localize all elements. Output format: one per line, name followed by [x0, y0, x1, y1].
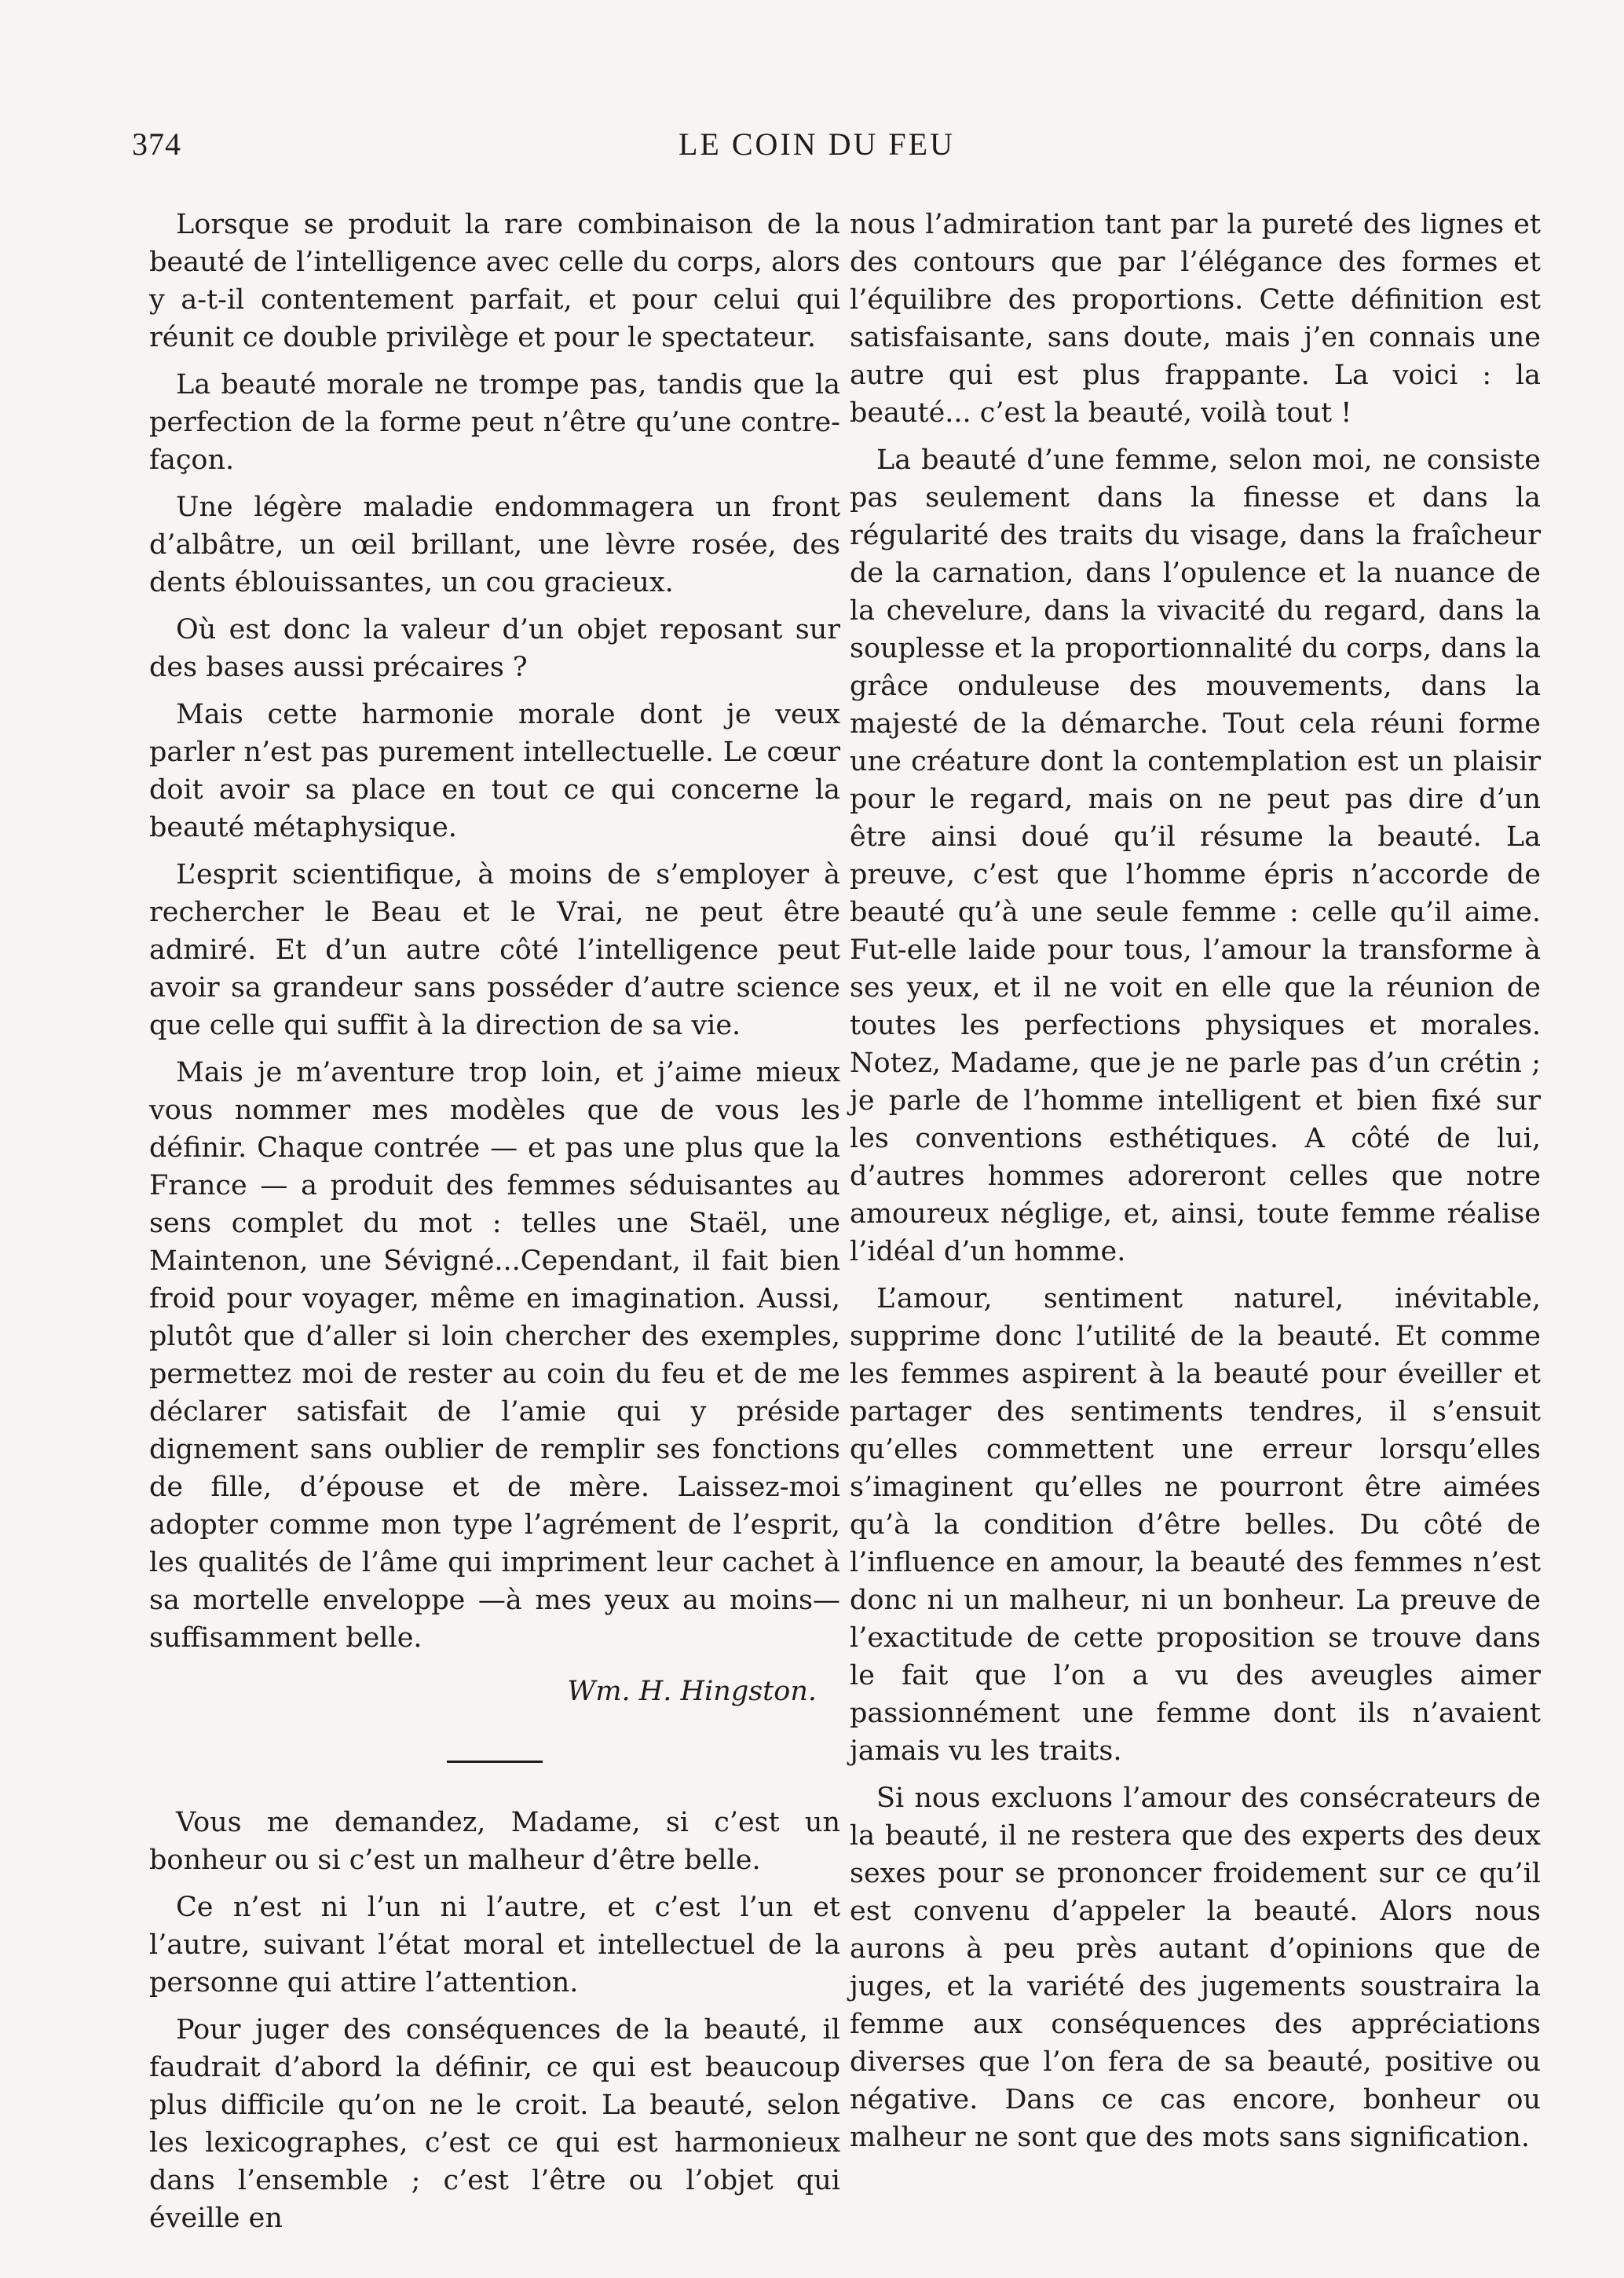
section-divider: [447, 1761, 543, 1763]
second-essay: [149, 1804, 840, 2237]
paragraph: L’amour, sentiment naturel, inévitable, supprime donc l’utilité de la beauté. Et comme les femmes aspirent à la beauté pour éveiller et partager des sentiments tendres, il s’ensuit qu’elles commettent une erreur lorsqu’elles s’imaginent qu’elles ne pourront être aimées qu’à la condition d’être belles. Du côté de l’influence en amour, la beauté des femmes n’est donc ni un malheur, ni un bonheur. La preuve de l’exactitude de cette proposition se trouve dans le fait que l’on a vu des aveugles aimer passionnément une femme dont ils n’avaient jamais vu les traits.: [850, 1283, 1541, 1767]
running-title: LE COIN DU FEU: [678, 126, 955, 162]
paragraph: Pour juger des conséquences de la beauté, il faudrait d’abord la définir, ce qui est beaucoup plus difficile qu’on ne le croit. La beauté, selon les lexicographes, c’est ce qui est harmonieux dans l’ensemble ; c’est l’être ou l’objet qui éveille en: [149, 2014, 840, 2234]
paragraph: L’esprit scientifique, à moins de s’employer à rechercher le Beau et le Vrai, ne peut être admiré. Et d’un autre côté l’intelligence peut avoir sa grandeur sans posséder d’autre science que celle qui suffit à la direction de sa vie.: [149, 859, 840, 1041]
paragraph: Mais je m’aventure trop loin, et j’aime mieux vous nommer mes modèles que de vous les définir. Chaque contrée — et pas une plus que la France — a produit des femmes séduisantes au sens complet du mot : telles une Staël, une Maintenon, une Sévigné...Cependant, il fait bien froid pour voyager, même en imagination. Aussi, plutôt que d’aller si loin chercher des exemples, permettez moi de rester au coin du feu et de me déclarer satisfait de l’amie qui y préside dignement sans oublier de remplir ses fonctions de fille, d’épouse et de mère. Laissez-moi adopter comme mon type l’agrément de l’esprit, les qualités de l’âme qui impriment leur cachet à sa mortelle enveloppe —à mes yeux au moins—suffisamment belle.: [149, 1057, 840, 1654]
paragraph: Mais cette harmonie morale dont je veux parler n’est pas purement intellectuelle. Le cœur doit avoir sa place en tout ce qui concerne la beauté métaphysique.: [149, 699, 840, 843]
page-header: [126, 126, 1508, 181]
page-number: 374: [132, 126, 181, 162]
paragraph: nous l’admiration tant par la pureté des lignes et des contours que par l’élégance des formes et l’équilibre des proportions. Cette définition est satisfaisante, sans doute, mais j’en connais une autre qui est plus frappante. La voici : la beauté... c’est la beauté, voilà tout !: [850, 209, 1541, 429]
paragraph: Si nous excluons l’amour des consécrateurs de la beauté, il ne restera que des experts des deux sexes pour se prononcer froidement sur ce qu’il est convenu d’appeler la beauté. Alors nous aurons à peu près autant d’opinions que de juges, et la variété des jugements soustraira la femme aux conséquences des appréciations diverses que l’on fera de sa beauté, positive ou négative. Dans ce cas encore, bonheur ou malheur ne sont que des mots sans signification.: [850, 1783, 1541, 2153]
left-column: [149, 206, 840, 2247]
paragraph: Vous me demandez, Madame, si c’est un bonheur ou si c’est un malheur d’être belle.: [149, 1807, 840, 1876]
right-column: [850, 206, 1541, 2166]
paragraph: Une légère maladie endommagera un front d’albâtre, un œil brillant, une lèvre rosée, des dents éblouissantes, un cou gracieux.: [149, 492, 840, 598]
paragraph: Lorsque se produit la rare combinaison de la beauté de l’intelligence avec celle du corps, alors y a-t-il contentement parfait, et pour celui qui réunit ce double privilège et pour le spectateur.: [149, 209, 840, 353]
paragraph: La beauté d’une femme, selon moi, ne consiste pas seulement dans la finesse et dans la régularité des traits du visage, dans la fraîcheur de la carnation, dans l’opulence et la nuance de la chevelure, dans la vivacité du regard, dans la souplesse et la proportionnalité du corps, dans la grâce onduleuse des mouvements, dans la majesté de la démarche. Tout cela réuni forme une créature dont la contemplation est un plaisir pour le regard, mais on ne peut pas dire d’un être ainsi doué qu’il résume la beauté. La preuve, c’est que l’homme épris n’accorde de beauté qu’à une seule femme : celle qu’il aime. Fut-elle laide pour tous, l’amour la transforme à ses yeux, et il ne voit en elle que la réunion de toutes les perfections physiques et morales. Notez, Madame, que je ne parle pas d’un crétin ; je parle de l’homme intelligent et bien fixé sur les conventions esthétiques. A côté de lui, d’autres hommes adoreront celles que notre amoureux néglige, et, ainsi, toute femme réalise l’idéal d’un homme.: [850, 444, 1541, 1267]
paragraph: La beauté morale ne trompe pas, tandis que la perfection de la forme peut n’être qu’une contre-façon.: [149, 369, 840, 476]
paragraph: Ce n’est ni l’un ni l’autre, et c’est l’un et l’autre, suivant l’état moral et intellectuel de la personne qui attire l’attention.: [149, 1892, 840, 1998]
paragraph: Où est donc la valeur d’un objet reposant sur des bases aussi précaires ?: [149, 614, 840, 683]
author-signature: Wm. H. Hingston.: [567, 1676, 817, 1707]
